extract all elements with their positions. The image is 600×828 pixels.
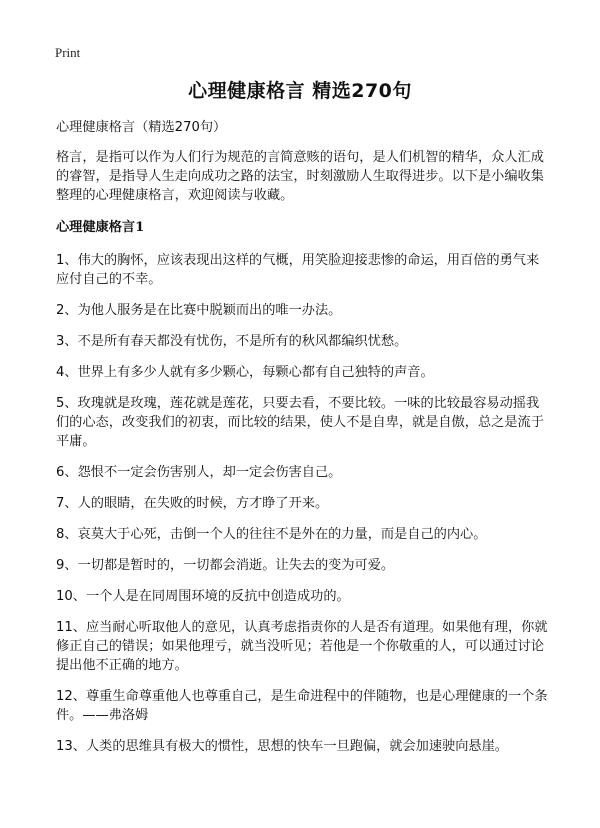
list-item: 13、人类的思维具有极大的惯性，思想的快车一旦跑偏，就会加速驶向悬崖。 bbox=[56, 739, 508, 754]
list-item: 11、应当耐心听取他人的意见，认真考虑指责你的人是否有道理。如果他有理，你就修正自己的错误；如果他理亏，就当没听见；若他是一个你敬重的人，可以通过讨论提出他不正确的地方。 bbox=[56, 620, 548, 673]
document-subtitle: 心理健康格言（精选270句） bbox=[56, 120, 227, 135]
document-body bbox=[56, 118, 548, 768]
list-item: 6、怨恨不一定会伤害别人，却一定会伤害自己。 bbox=[56, 465, 342, 480]
list-item: 4、世界上有多少人就有多少颗心，每颗心都有自己独特的声音。 bbox=[56, 365, 434, 380]
print-link[interactable]: Print bbox=[55, 45, 81, 60]
list-item: 5、玫瑰就是玫瑰，莲花就是莲花，只要去看，不要比较。一味的比较最容易动摇我们的心态，改变我们的初衷，而比较的结果，使人不是自卑，就是自傲，总之是流于平庸。 bbox=[56, 396, 544, 449]
list-item: 10、一个人是在同周围环境的反抗中创造成功的。 bbox=[56, 589, 350, 604]
quote-list bbox=[56, 251, 548, 756]
intro-paragraph: 格言，是指可以作为人们行为规范的言简意赅的语句，是人们机智的精华，众人汇成的睿智，是指导人生走向成功之路的法宝，时刻激励人生取得进步。以下是小编收集整理的心理健康格言，欢迎阅读与收藏。 bbox=[56, 150, 544, 203]
list-item: 3、不是所有春天都没有忧伤，不是所有的秋风都编织忧愁。 bbox=[56, 334, 408, 349]
list-item: 9、一切都是暂时的，一切都会消逝。让失去的变为可爱。 bbox=[56, 558, 395, 573]
list-item: 12、尊重生命尊重他人也尊重自己，是生命进程中的伴随物，也是心理健康的一个条件。——弗洛姆 bbox=[56, 689, 548, 723]
list-item: 2、为他人服务是在比赛中脱颖而出的唯一办法。 bbox=[56, 303, 342, 318]
list-item: 7、人的眼睛，在失败的时候，方才睁了开来。 bbox=[56, 496, 329, 511]
section-heading: 心理健康格言1 bbox=[56, 220, 145, 235]
list-item: 8、哀莫大于心死，击倒一个人的往往不是外在的力量，而是自己的内心。 bbox=[56, 527, 487, 542]
list-item: 1、伟大的胸怀，应该表现出这样的气概，用笑脸迎接悲惨的命运，用百倍的勇气来应付自己的不幸。 bbox=[56, 253, 540, 287]
page-title: 心理健康格言 精选270句 bbox=[188, 80, 412, 102]
